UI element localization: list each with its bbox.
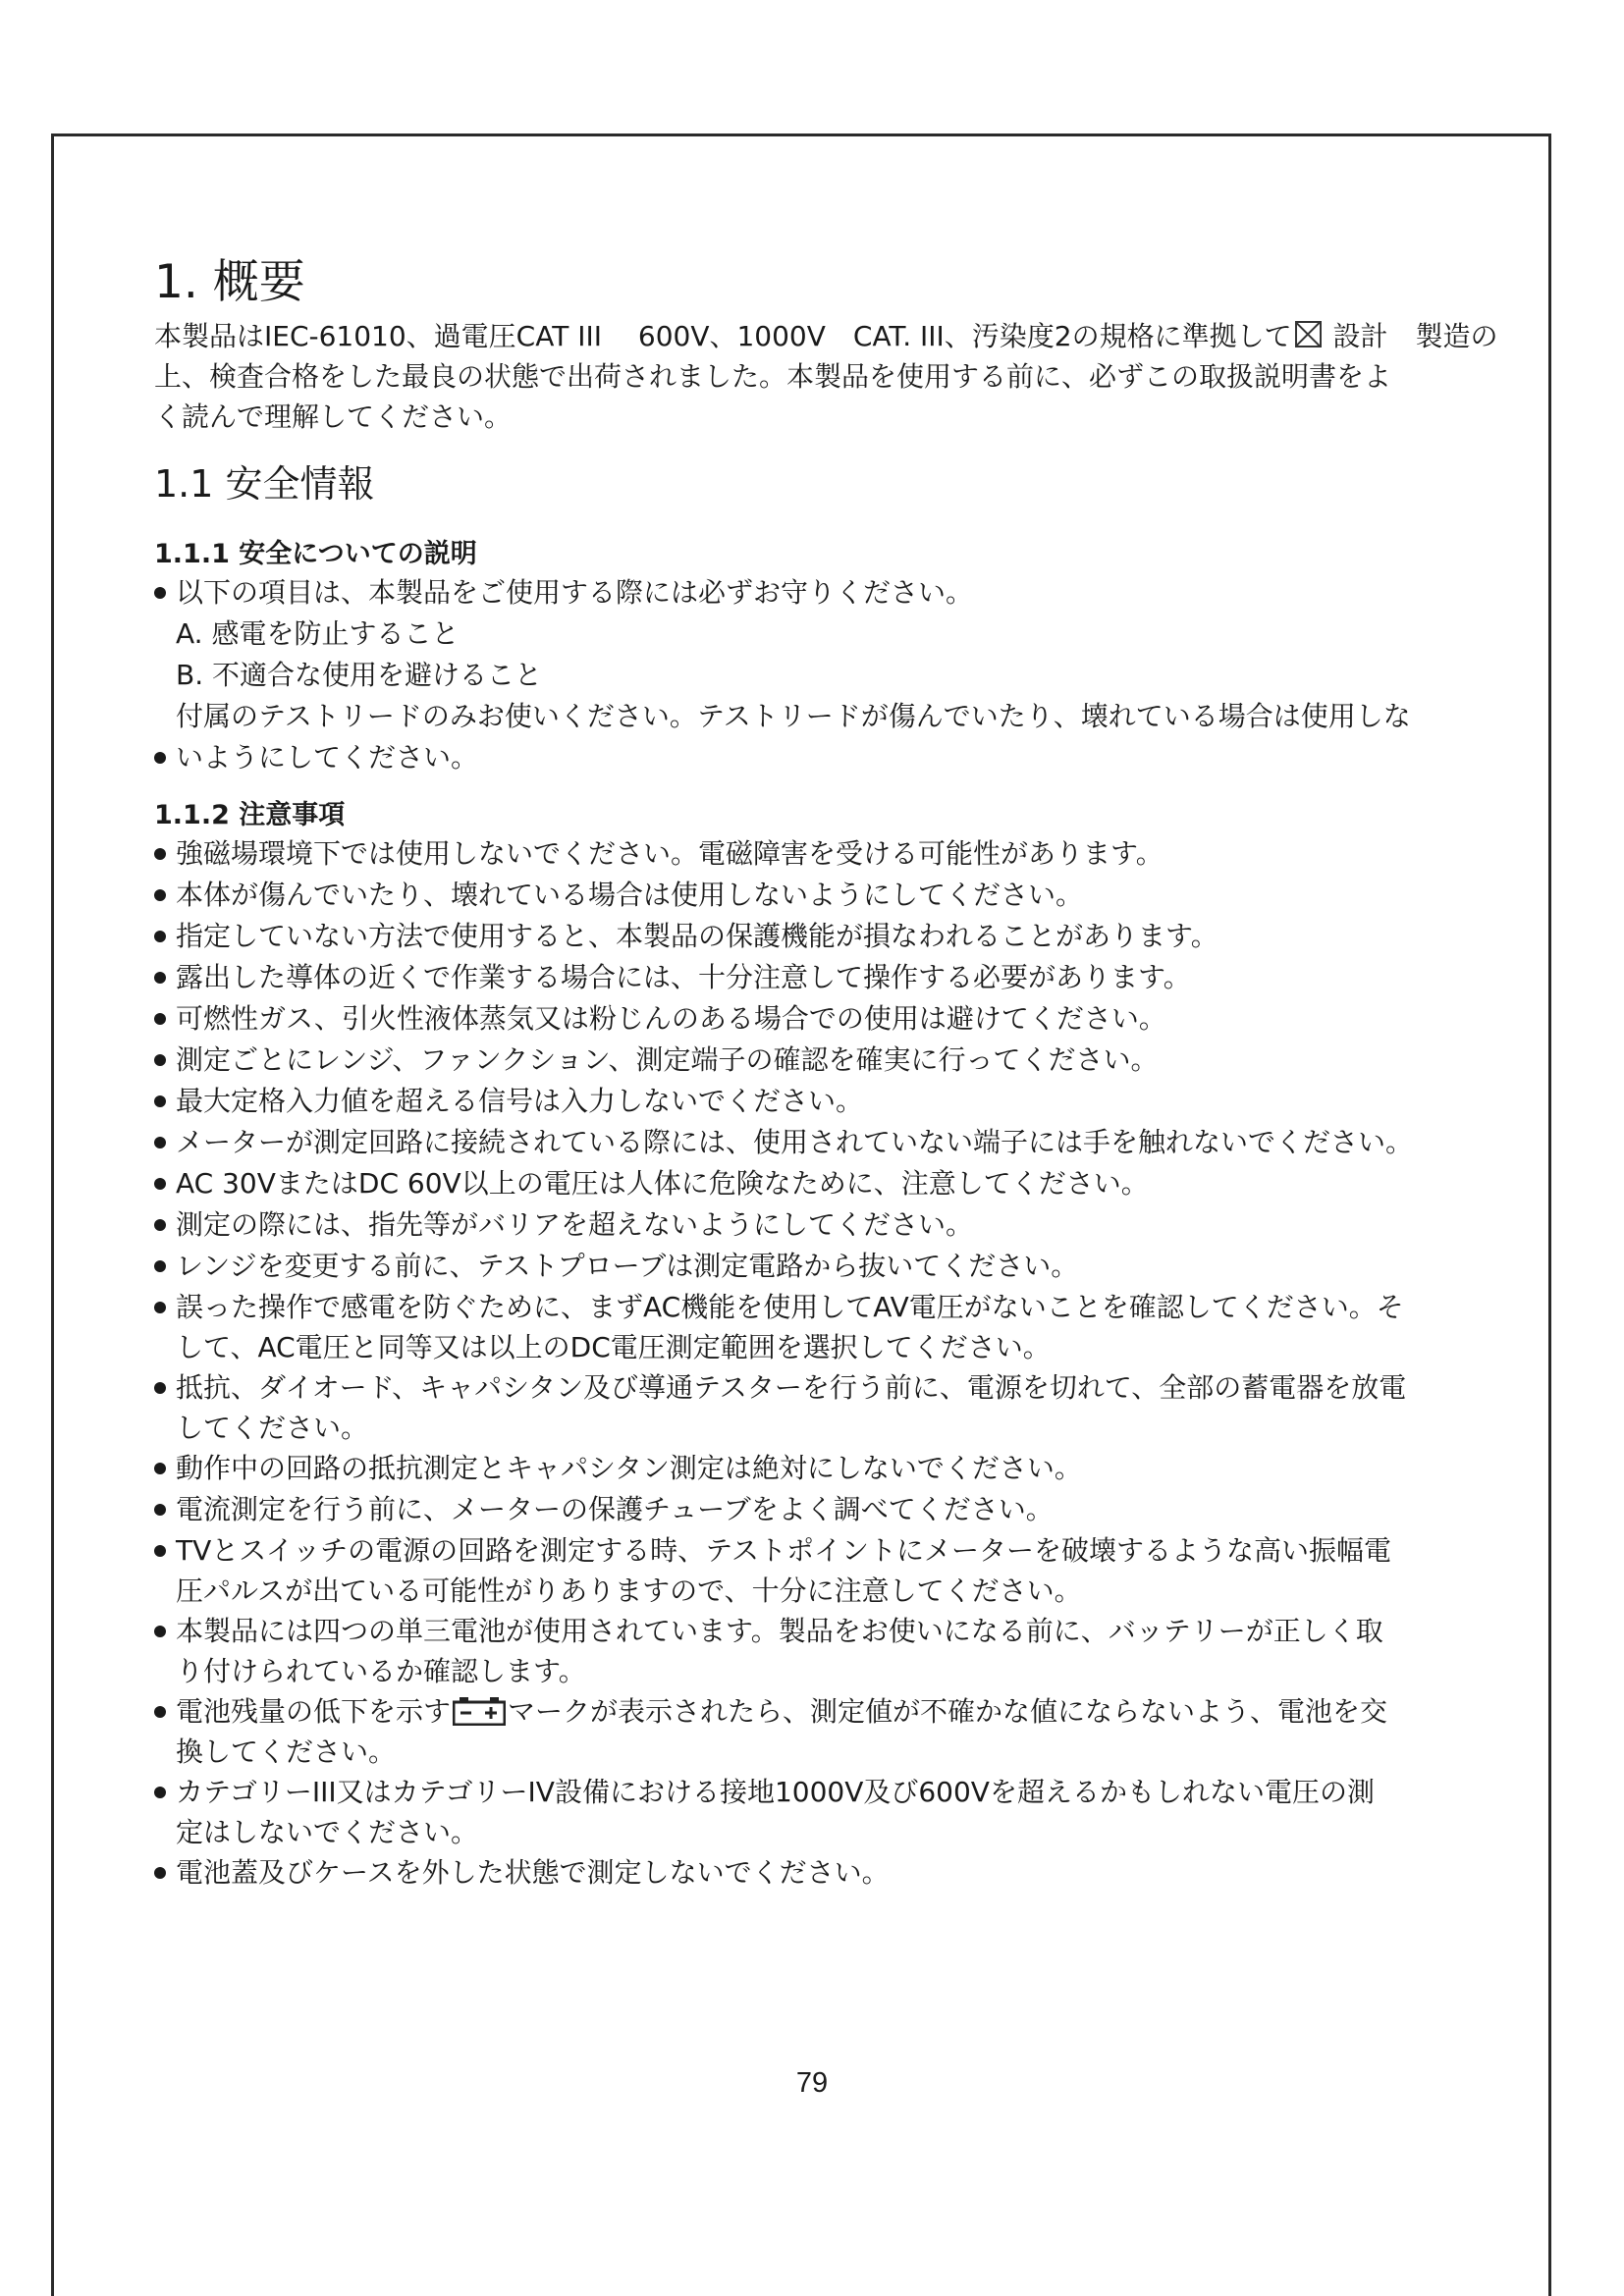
list-item <box>154 916 1548 957</box>
bullet-icon <box>154 1706 166 1718</box>
list-item-text: カテゴリーIII又はカテゴリーIV設備における接地1000V及び600Vを超えるかもしれない電圧の測 <box>176 1776 1375 1808</box>
bullet-icon <box>154 1095 166 1107</box>
list-item-continuation: して、AC電圧と同等又は以上のDC電圧測定範囲を選択してください。 <box>176 1331 1051 1363</box>
list-item-text: 測定の際には、指先等がバリアを超えないようにしてください。 <box>176 1208 974 1241</box>
list-item-text: 動作中の回路の抵抗測定とキャパシタン測定は絶対にしないでください。 <box>176 1452 1082 1484</box>
bullet-icon <box>154 889 166 901</box>
bullet-icon <box>154 1302 166 1313</box>
list-item <box>154 1040 1548 1081</box>
bullet-icon <box>154 1463 166 1474</box>
list-item-text: 強磁場環境下では使用しないでください。電磁障害を受ける可能性があります。 <box>176 837 1164 870</box>
list-item <box>154 875 1548 916</box>
list-sub-item-b: B. 不適合な使用を避けること <box>176 659 543 691</box>
bullet-icon <box>154 1178 166 1190</box>
list-item <box>154 1611 1548 1652</box>
list-item <box>154 1852 1548 1894</box>
list-item-text: 露出した導体の近くで作業する場合には、十分注意して操作する必要があります。 <box>176 961 1191 993</box>
list-item <box>154 998 1548 1040</box>
list-item-continuation: 定はしないでください。 <box>176 1816 479 1848</box>
list-item-text: 本製品には四つの単三電池が使用されています。製品をお使いになる前に、バッテリーが正しく取 <box>176 1615 1383 1647</box>
list-item-text: 本体が傷んでいたり、壊れている場合は使用しないようにしてください。 <box>176 879 1084 911</box>
list-item <box>154 1530 1548 1572</box>
bullet-icon <box>154 848 166 860</box>
bullet-icon <box>154 1504 166 1516</box>
bullet-icon <box>154 1867 166 1879</box>
bullet-icon <box>154 972 166 984</box>
list-item-text: 測定ごとにレンジ、ファンクション、測定端子の確認を確実に行ってください。 <box>176 1043 1159 1076</box>
list-item-text: メーターが測定回路に接続されている際には、使用されていない端子には手を触れないでください。 <box>176 1126 1414 1158</box>
intro-paragraph <box>154 316 1548 437</box>
list-item <box>154 1122 1548 1163</box>
list-item-continuation: 換してください。 <box>176 1735 397 1768</box>
list-item <box>154 572 1548 614</box>
list-item <box>154 1287 1548 1328</box>
section-title-safety-info: 1.1 安全情報 <box>154 462 375 506</box>
list-sub-item-c: 付属のテストリードのみお使いください。テストリードが傷んでいたり、壊れている場合は使用しな <box>176 700 1411 732</box>
list-sub-item-a: A. 感電を防止すること <box>176 617 460 650</box>
bullet-icon <box>154 931 166 942</box>
list-item-text: 抵抗、ダイオード、キャパシタン及び導通テスターを行う前に、電源を切れて、全部の蓄電器を放電 <box>176 1371 1407 1404</box>
intro-line-2: 上、検査合格をした最良の状態で出荷されました。本製品を使用する前に、必ずこの取扱説明書をよ <box>154 360 1392 393</box>
precautions-list-after <box>154 1772 1548 1894</box>
list-item <box>154 833 1548 875</box>
bullet-icon <box>154 587 166 599</box>
intro-line-1-text: 本製品はIEC-61010、過電圧CAT III 600V、1000V CAT. III、汚染度2の規格に準拠して <box>154 320 1292 352</box>
list-item-text: 以下の項目は、本製品をご使用する際には必ずお守りください。 <box>176 576 974 609</box>
page-number: 79 <box>795 2067 829 2099</box>
bullet-icon <box>154 1545 166 1557</box>
bullet-icon <box>154 1054 166 1066</box>
section-title-overview: 1. 概要 <box>154 255 305 309</box>
subsection-title-precautions: 1.1.2 注意事項 <box>154 800 346 830</box>
list-item <box>154 1448 1548 1489</box>
list-item <box>154 1081 1548 1122</box>
list-item-text: いようにしてください。 <box>176 741 479 774</box>
list-item-text-tail: マークが表示されたら、測定値が不確かな値にならないよう、電池を交 <box>508 1695 1388 1728</box>
precautions-battery-item <box>154 1691 1548 1772</box>
list-item <box>154 1489 1548 1530</box>
list-item-text: 可燃性ガス、引火性液体蒸気又は粉じんのある場合での使用は避けてください。 <box>176 1002 1166 1035</box>
list-item-text: 指定していない方法で使用すると、本製品の保護機能が損なわれることがあります。 <box>176 920 1218 952</box>
list-item <box>154 1772 1548 1813</box>
list-item-text: 最大定格入力値を超える信号は入力しないでください。 <box>176 1085 864 1117</box>
bullet-icon <box>154 1382 166 1394</box>
list-item-text: 電池残量の低下を示す <box>176 1695 452 1728</box>
list-item <box>154 1246 1548 1287</box>
list-item <box>154 1691 1548 1733</box>
list-item-text: 誤った操作で感電を防ぐために、まずAC機能を使用してAV電圧がないことを確認してください。そ <box>176 1291 1404 1323</box>
bullet-icon <box>154 1013 166 1025</box>
bullet-icon <box>154 1260 166 1272</box>
intro-line-1-tail: 設計 製造の <box>1324 320 1498 352</box>
list-item-continuation: してください。 <box>176 1412 369 1444</box>
list-item <box>154 1204 1548 1246</box>
list-item-text: TVとスイッチの電源の回路を測定する時、テストポイントにメーターを破壊するような高い振幅電 <box>176 1534 1392 1567</box>
intro-line-3: く読んで理解してください。 <box>154 400 513 433</box>
page-frame-right <box>1548 133 1551 2296</box>
list-item <box>154 1163 1548 1204</box>
list-item-text: 電池蓋及びケースを外した状態で測定しないでください。 <box>176 1856 890 1889</box>
bullet-icon <box>154 1787 166 1798</box>
list-item-continuation: 圧パルスが出ている可能性がりありますので、十分に注意してください。 <box>176 1575 1082 1607</box>
list-item <box>154 737 1548 778</box>
list-item-text: 電流測定を行う前に、メーターの保護チューブをよく調べてください。 <box>176 1493 1054 1525</box>
bullet-icon <box>154 1626 166 1637</box>
list-item <box>154 1367 1548 1409</box>
page-frame-top <box>51 133 1551 136</box>
precautions-list <box>154 833 1548 1691</box>
bullet-icon <box>154 1219 166 1231</box>
subsection-title-safety-explanation: 1.1.1 安全についての説明 <box>154 539 477 569</box>
ce-mark-icon <box>1295 321 1322 347</box>
page-frame-left <box>51 133 54 2296</box>
list-item-text: AC 30VまたはDC 60V以上の電圧は人体に危険なために、注意してください。 <box>176 1167 1149 1200</box>
safety-explanation-list <box>154 572 1548 778</box>
list-item-text: レンジを変更する前に、テストプローブは測定電路から抜いてください。 <box>176 1250 1079 1282</box>
page-content <box>154 253 1548 1894</box>
bullet-icon <box>154 1137 166 1148</box>
list-item <box>154 957 1548 998</box>
battery-low-icon <box>453 1696 506 1726</box>
intro-line-1 <box>154 316 1548 356</box>
list-item-continuation: り付けられているか確認します。 <box>176 1655 586 1687</box>
bullet-icon <box>154 752 166 764</box>
